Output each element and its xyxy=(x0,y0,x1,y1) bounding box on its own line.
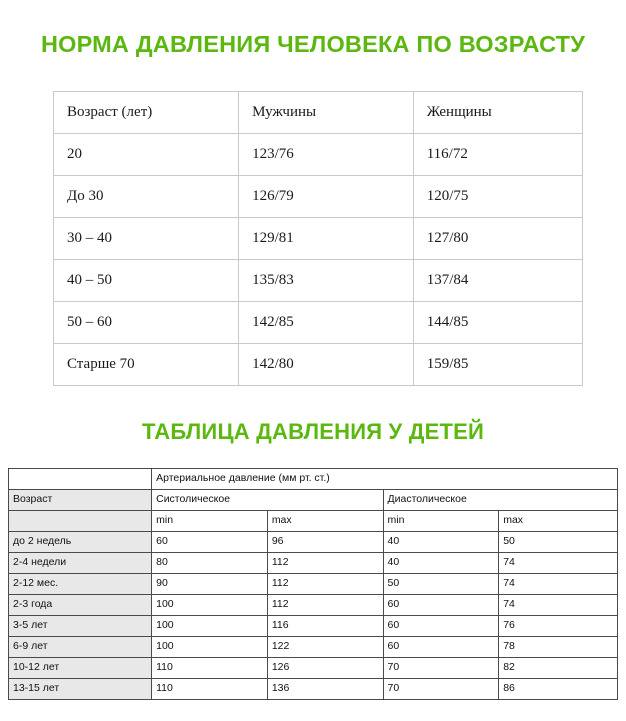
cell-systolic-max: 112 xyxy=(267,594,383,615)
cell-systolic-max: 122 xyxy=(267,636,383,657)
cell-age: до 2 недель xyxy=(9,531,152,552)
column-header-age: Возраст (лет) xyxy=(54,91,239,133)
header-systolic-min: min xyxy=(152,510,268,531)
cell-diastolic-min: 40 xyxy=(383,552,499,573)
minmax-corner-cell xyxy=(9,510,152,531)
table-row xyxy=(54,175,583,217)
cell-diastolic-min: 50 xyxy=(383,573,499,594)
cell-men: 126/79 xyxy=(239,175,414,217)
adults-blood-pressure-table xyxy=(53,91,583,386)
cell-systolic-min: 110 xyxy=(152,657,268,678)
page-title-adults: НОРМА ДАВЛЕНИЯ ЧЕЛОВЕКА ПО ВОЗРАСТУ xyxy=(40,30,586,57)
cell-diastolic-min: 40 xyxy=(383,531,499,552)
cell-systolic-min: 60 xyxy=(152,531,268,552)
cell-men: 135/83 xyxy=(239,259,414,301)
cell-women: 144/85 xyxy=(413,301,582,343)
cell-men: 129/81 xyxy=(239,217,414,259)
table-row xyxy=(9,636,618,657)
adults-table-container xyxy=(53,91,583,386)
cell-women: 127/80 xyxy=(413,217,582,259)
table-row xyxy=(9,573,618,594)
cell-age: 6-9 лет xyxy=(9,636,152,657)
cell-age: 50 – 60 xyxy=(54,301,239,343)
column-header-women: Женщины xyxy=(413,91,582,133)
table-row xyxy=(9,594,618,615)
cell-men: 123/76 xyxy=(239,133,414,175)
cell-age: 3-5 лет xyxy=(9,615,152,636)
cell-diastolic-max: 82 xyxy=(499,657,618,678)
children-blood-pressure-table xyxy=(8,468,618,700)
children-table-container xyxy=(8,468,618,700)
table-row xyxy=(9,678,618,699)
cell-men: 142/85 xyxy=(239,301,414,343)
cell-age: 2-4 недели xyxy=(9,552,152,573)
cell-age: Старше 70 xyxy=(54,343,239,385)
cell-age: 30 – 40 xyxy=(54,217,239,259)
cell-systolic-max: 116 xyxy=(267,615,383,636)
cell-systolic-min: 110 xyxy=(152,678,268,699)
corner-blank-cell xyxy=(9,468,152,489)
cell-women: 120/75 xyxy=(413,175,582,217)
header-systolic-max: max xyxy=(267,510,383,531)
table-row xyxy=(54,259,583,301)
cell-systolic-max: 96 xyxy=(267,531,383,552)
cell-systolic-max: 136 xyxy=(267,678,383,699)
cell-age: До 30 xyxy=(54,175,239,217)
cell-age: 2-12 мес. xyxy=(9,573,152,594)
cell-diastolic-max: 74 xyxy=(499,573,618,594)
table-row xyxy=(9,531,618,552)
corner-header-age: Возраст xyxy=(9,489,152,510)
table-row xyxy=(9,657,618,678)
cell-systolic-min: 80 xyxy=(152,552,268,573)
cell-age: 2-3 года xyxy=(9,594,152,615)
cell-systolic-min: 90 xyxy=(152,573,268,594)
cell-systolic-max: 112 xyxy=(267,573,383,594)
cell-age: 20 xyxy=(54,133,239,175)
header-diastolic-min: min xyxy=(383,510,499,531)
table-row xyxy=(9,552,618,573)
cell-diastolic-min: 70 xyxy=(383,657,499,678)
cell-systolic-min: 100 xyxy=(152,615,268,636)
cell-diastolic-max: 76 xyxy=(499,615,618,636)
cell-diastolic-max: 78 xyxy=(499,636,618,657)
table-row xyxy=(9,615,618,636)
cell-age: 13-15 лет xyxy=(9,678,152,699)
cell-diastolic-min: 60 xyxy=(383,615,499,636)
column-header-men: Мужчины xyxy=(239,91,414,133)
cell-systolic-min: 100 xyxy=(152,594,268,615)
cell-diastolic-min: 70 xyxy=(383,678,499,699)
table-row xyxy=(54,343,583,385)
table-header-row xyxy=(54,91,583,133)
table-row xyxy=(54,301,583,343)
cell-diastolic-max: 74 xyxy=(499,552,618,573)
cell-men: 142/80 xyxy=(239,343,414,385)
cell-diastolic-max: 50 xyxy=(499,531,618,552)
group-header-arterial-pressure: Артериальное давление (мм рт. ст.) xyxy=(152,468,618,489)
cell-diastolic-min: 60 xyxy=(383,594,499,615)
cell-systolic-min: 100 xyxy=(152,636,268,657)
table-row xyxy=(54,217,583,259)
table-subgroup-header-row xyxy=(9,489,618,510)
subgroup-header-systolic: Систолическое xyxy=(152,489,383,510)
cell-women: 159/85 xyxy=(413,343,582,385)
header-diastolic-max: max xyxy=(499,510,618,531)
cell-age: 40 – 50 xyxy=(54,259,239,301)
cell-systolic-max: 126 xyxy=(267,657,383,678)
cell-women: 116/72 xyxy=(413,133,582,175)
cell-systolic-max: 112 xyxy=(267,552,383,573)
cell-age: 10-12 лет xyxy=(9,657,152,678)
cell-diastolic-min: 60 xyxy=(383,636,499,657)
table-row xyxy=(54,133,583,175)
cell-diastolic-max: 86 xyxy=(499,678,618,699)
subgroup-header-diastolic: Диастолическое xyxy=(383,489,617,510)
table-group-header-row xyxy=(9,468,618,489)
cell-diastolic-max: 74 xyxy=(499,594,618,615)
page-title-children: ТАБЛИЦА ДАВЛЕНИЯ У ДЕТЕЙ xyxy=(141,418,485,444)
table-minmax-header-row xyxy=(9,510,618,531)
cell-women: 137/84 xyxy=(413,259,582,301)
